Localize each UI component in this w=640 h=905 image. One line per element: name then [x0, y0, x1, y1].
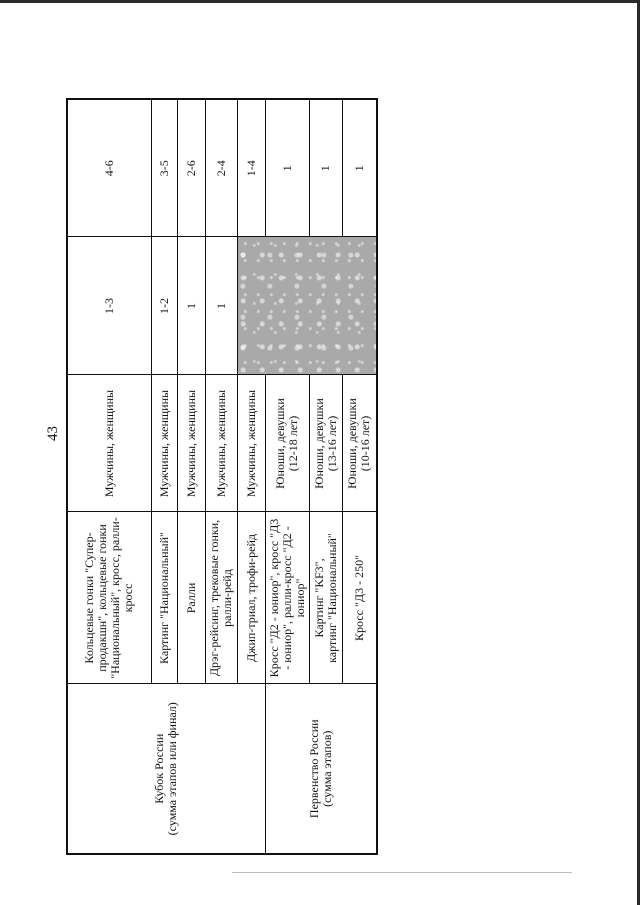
scan-edge-top — [0, 0, 640, 3]
ranking-table — [66, 98, 378, 855]
value-cell: 1-2 — [151, 237, 177, 375]
competition-cell: Первенство России (сумма этапов) — [265, 684, 377, 854]
participants-cell: Юноши, девушки (13-16 лет) — [309, 375, 342, 512]
discipline-cell: Ралли — [177, 512, 205, 684]
table-row — [265, 99, 309, 854]
value-cell: 2-6 — [177, 99, 205, 237]
discipline-cell: Джип-триал, трофи-рейд — [237, 512, 265, 684]
participants-cell: Мужчины, женщины — [177, 375, 205, 512]
discipline-cell: Кросс "Д2 - юниор", кросс "Д3 - юниор", ралли-кросс "Д2 - юниор" — [265, 512, 309, 684]
value-cell: 1 — [205, 237, 237, 375]
value-cell: 4-6 — [67, 99, 151, 237]
value-cell: 1 — [265, 99, 309, 237]
value-cell: 2-4 — [205, 99, 237, 237]
table-row — [67, 99, 151, 854]
participants-cell: Мужчины, женщины — [205, 375, 237, 512]
competition-cell: Кубок России (сумма этапов или финал) — [67, 684, 265, 854]
discipline-cell: Картинг "Национальный" — [151, 512, 177, 684]
participants-cell: Юноши, девушки (10-16 лет) — [342, 375, 377, 512]
participants-cell: Юноши, девушки (12-18 лет) — [265, 375, 309, 512]
value-cell: 3-5 — [151, 99, 177, 237]
discipline-cell: Кросс "Д3 - 250" — [342, 512, 377, 684]
discipline-cell: Кольцевые гонки "Супер-продакшн", кольцевые гонки "Национальный", кросс, ралли-кросс — [67, 512, 151, 684]
discipline-cell: Дрэг-рейсинг, трековые гонки, ралли-рейд — [205, 512, 237, 684]
value-cell: 1-4 — [237, 99, 265, 237]
shaded-cell — [237, 237, 377, 375]
discipline-cell: Картинг "KF3", картинг "Национальный" — [309, 512, 342, 684]
participants-cell: Мужчины, женщины — [237, 375, 265, 512]
page-number: 43 — [45, 426, 61, 441]
participants-cell: Мужчины, женщины — [67, 375, 151, 512]
value-cell: 1 — [342, 99, 377, 237]
value-cell: 1 — [309, 99, 342, 237]
value-cell: 1 — [177, 237, 205, 375]
value-cell: 1-3 — [67, 237, 151, 375]
scan-bottom-rule — [232, 872, 572, 873]
ranking-table-wrapper — [66, 100, 373, 855]
participants-cell: Мужчины, женщины — [151, 375, 177, 512]
